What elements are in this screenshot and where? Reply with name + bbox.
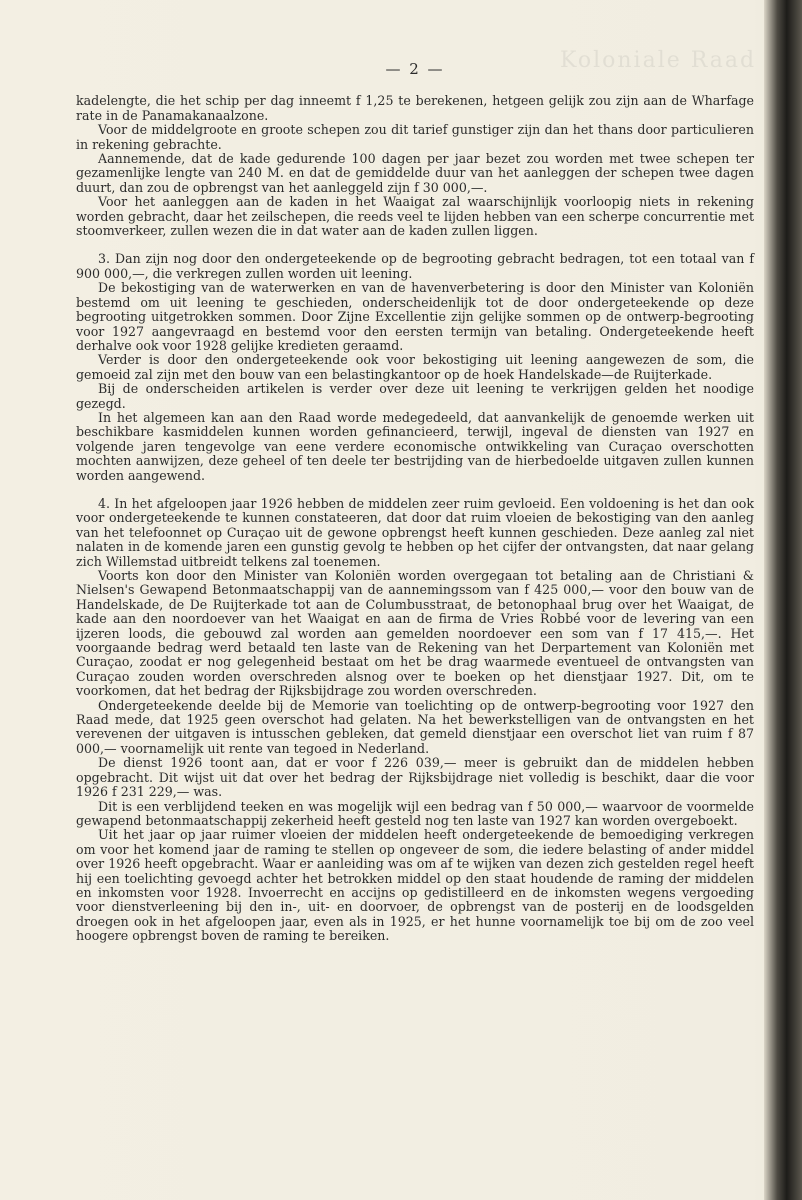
document-page — [76, 62, 754, 1152]
paragraph: 4. In het afgeloopen jaar 1926 hebben de middelen zeer ruim gevloeid. Een voldoening is het dan ook voor ondergeteekende te kunnen constateeren, dat door dat ruim vloeien de bekostiging van den aanleg van het telefoonnet op Curaçao uit de gewone opbrengst heeft kunnen geschieden. Deze aanleg zal niet nalaten in de komende jaren een gunstig gevolg te hebben op het cijfer der ontvangsten, dat naar gelang zich Willemstad uitbreidt telkens zal toenemen. — [76, 495, 754, 569]
paragraph: Bij de onderscheiden artikelen is verder over deze uit leening te verkrijgen gelden het noodige gezegd. — [76, 381, 754, 411]
page-number: — 2 — — [385, 60, 445, 78]
intro-section — [76, 94, 754, 238]
paragraph: Dit is een verblijdend teeken en was mogelijk wijl een bedrag van f 50 000,— waarvoor de voormelde gewapend betonmaatschappij zekerheid heeft gesteld nog ten laste van 1927 kan worden overgeboekt. — [76, 798, 754, 828]
paragraph: Ondergeteekende deelde bij de Memorie van toelichting op de ontwerp-begrooting voor 1927 den Raad mede, dat 1925 geen overschot had gelaten. Na het bewerkstelligen van de ontvangsten en het verevenen der uitgaven is intusschen gebleken, dat gemeld dienstjaar een overschot liet van ruim f 87 000,— voornamelijk uit rente van tegoed in Nederland. — [76, 697, 754, 756]
paragraph: Voor de middelgroote en groote schepen zou dit tarief gunstiger zijn dan het thans door particulieren in rekening gebrachte. — [76, 122, 754, 152]
paragraph: De dienst 1926 toont aan, dat er voor f 226 039,— meer is gebruikt dan de middelen hebben opgebracht. Dit wijst uit dat over het bedrag der Rijksbijdrage niet volledig is beschikt, daar die voor 1926 f 231 229,— was. — [76, 755, 754, 800]
section-3 — [76, 252, 754, 483]
book-spine-shadow — [764, 0, 802, 1200]
bleed-through-text: Koloniale Raad — [560, 48, 757, 73]
paragraph: kadelengte, die het schip per dag inneemt f 1,25 te berekenen, hetgeen gelijk zou zijn aan de Wharfage rate in de Panamakanaalzone. — [76, 93, 754, 123]
paragraph: Voorts kon door den Minister van Koloniën worden overgegaan tot betaling aan de Christiani & Nielsen's Gewapend Betonmaatschappij van de aannemingssom van f 425 000,— voor den bouw van de Handelskade, de De Ruijterkade tot aan de Columbusstraat, de betonophaal brug over het Waaigat, de kade aan den noordoever van het Waaigat en aan de firma de Vries Robbé voor de levering van een ijzeren loods, die gebouwd zal worden aan gemelden noordoever een som van f 17 415,—. Het voorgaande bedrag werd betaald ten laste van de Rekening van het Derpartement van Koloniën met Curaçao, zoodat er nog gelegenheid bestaat om het be drag waarmede eventueel de ontvangsten van Curaçao zouden worden overschreden alsnog over te boeken op het dienstjaar 1927. Dit, om te voorkomen, dat het bedrag der Rijksbijdrage zou worden overschreden. — [76, 568, 754, 699]
paragraph: De bekostiging van de waterwerken en van de havenverbetering is door den Minister van Koloniën bestemd om uit leening te geschieden, onderscheidenlijk tot de door ondergeteekende op deze begrooting uitgetrokken sommen. Door Zijne Excellentie zijn gelijke sommen op de ontwerp-begrooting voor 1927 aangevraagd en bestemd voor den eersten termijn van betaling. Ondergeteekende heeft derhalve ook voor 1928 gelijke kredieten geraamd. — [76, 280, 754, 353]
paragraph: In het algemeen kan aan den Raad worde medegedeeld, dat aanvankelijk de genoemde werken uit beschikbare kasmiddelen kunnen worden gefinancieerd, terwijl, ingeval de diensten van 1927 en volgende jaren tengevolge van eene verdere economische ontwikkeling van Curaçao overschotten mochten aanwijzen, deze geheel of ten deele ter bestrijding van de hierbedoelde uitgaven zullen kunnen worden aangewend. — [76, 409, 754, 483]
paragraph: Uit het jaar op jaar ruimer vloeien der middelen heeft ondergeteekende de bemoediging verkregen om voor het komend jaar de raming te stellen op ongeveer de som, die iedere belasting of ander middel over 1926 heeft opgebracht. Waar er aanleiding was om af te wijken van dezen zich gestelden regel heeft hij een toelichting gevoegd achter het betrokken middel op den staat houdende de raming der middelen en inkomsten voor 1928. Invoerrecht en accijns op gedistilleerd en de inkomsten wegens vergoeding voor dienstverleening bij den in-, uit- en doorvoer, de opbrengst van de posterij en de loodsgelden droegen ook in het afgeloopen jaar, even als in 1925, er het hunne voornamelijk toe bij om de zoo veel hoogere opbrengst boven de raming te bereiken. — [76, 827, 754, 944]
paragraph: Aannemende, dat de kade gedurende 100 dagen per jaar bezet zou worden met twee schepen ter gezamenlijke lengte van 240 M. en dat de gemiddelde duur van het aanleggen der schepen twee dagen duurt, dan zou de opbrengst van het aanleggeld zijn f 30 000,—. — [76, 151, 754, 195]
paragraph: Verder is door den ondergeteekende ook voor bekostiging uit leening aangewezen de som, die gemoeid zal zijn met den bouw van een belastingkantoor op de hoek Handelskade—de Ruijterkade. — [76, 352, 754, 382]
section-4 — [76, 497, 754, 944]
paragraph: 3. Dan zijn nog door den ondergeteekende op de begrooting gebracht bedragen, tot een totaal van f 900 000,—, die verkregen zullen worden uit leening. — [76, 251, 754, 281]
paragraph: Voor het aanleggen aan de kaden in het Waaigat zal waarschijnlijk voorloopig niets in rekening worden gebracht, daar het zeilschepen, die reeds veel te lijden hebben van een scherpe concurrentie met stoomverkeer, zullen wezen die in dat water aan de kaden zullen liggen. — [76, 194, 754, 239]
